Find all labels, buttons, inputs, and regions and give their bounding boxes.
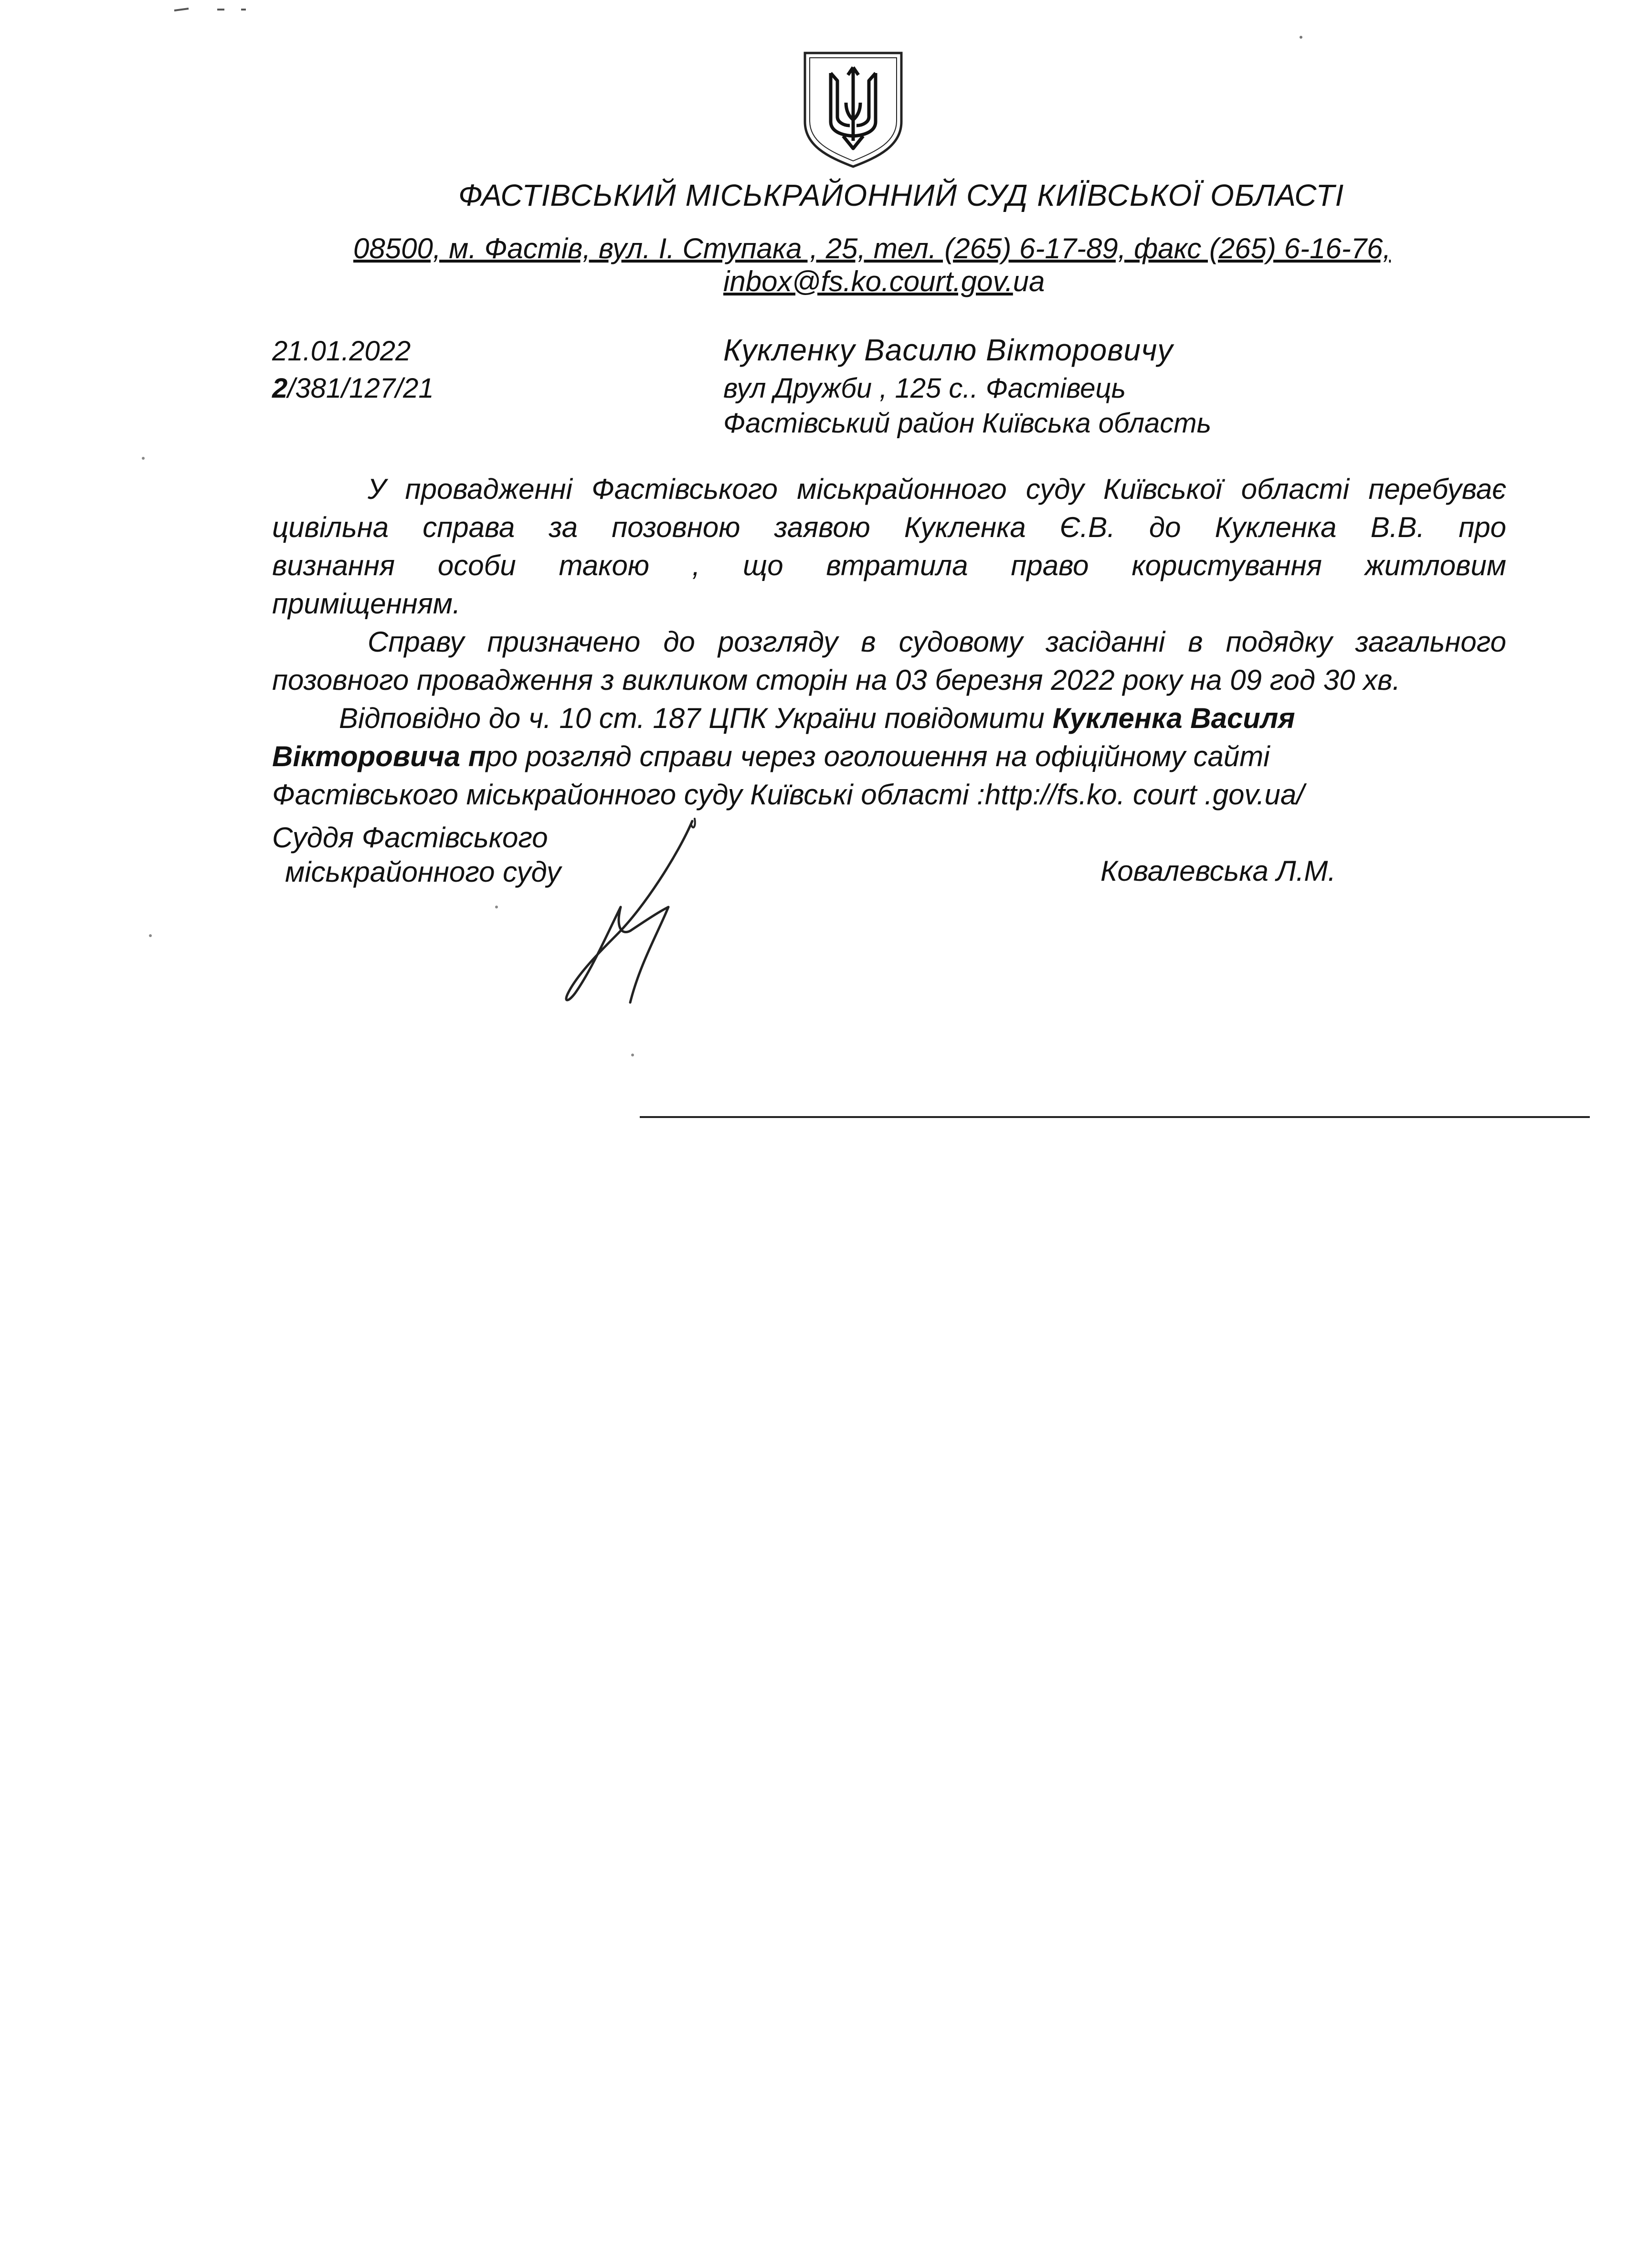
footer-divider bbox=[640, 1116, 1590, 1118]
signatory-title-line1: Суддя Фастівського bbox=[272, 822, 548, 854]
court-address: 08500, м. Фастів, вул. І. Ступака , 25, тел. (265) 6-17-89, факс (265) 6-16-76, bbox=[353, 232, 1391, 264]
body-bold-name: Вікторовича п bbox=[272, 740, 486, 772]
body-line: цивільна справа за позовною заявою Кукленка Є.В. до Кукленка В.В. про bbox=[272, 511, 1506, 543]
recipient-name: Кукленку Василю Вікторовичу bbox=[723, 333, 1173, 367]
body-line: приміщенням. bbox=[272, 588, 461, 620]
case-number-rest: /381/127/21 bbox=[287, 373, 434, 404]
recipient-address-line1: вул Дружби , 125 с.. Фастівець bbox=[723, 373, 1126, 404]
body-text: ро розгляд справи через оголошення на офіційному сайті bbox=[486, 740, 1270, 772]
body-line: Справу призначено до розгляду в судовому засіданні в подядку загального bbox=[368, 626, 1506, 658]
body-line: визнання особи такою , що втратила право користування житловим bbox=[272, 549, 1506, 581]
body-line bbox=[272, 699, 1506, 738]
body-bold-name: Кукленка Василя bbox=[1052, 702, 1295, 734]
court-name: ФАСТІВСЬКИЙ МІСЬКРАЙОННИЙ СУД КИЇВСЬКОЇ ОБЛАСТІ bbox=[458, 178, 1344, 212]
case-number bbox=[272, 372, 434, 404]
court-email-link[interactable]: inbox@fs.ko.court.gov. bbox=[723, 265, 1013, 297]
body-text: Відповідно до ч. 10 ст. 187 ЦПК України повідомити bbox=[339, 702, 1053, 734]
body-line: позовного провадження з викликом сторін на 03 березня 2022 року на 09 год 30 хв. bbox=[272, 664, 1401, 696]
recipient-address-line2: Фастівський район Київська область bbox=[723, 408, 1212, 439]
trident-emblem-icon bbox=[802, 50, 904, 169]
judge-name: Ковалевська Л.М. bbox=[1100, 855, 1336, 887]
signatory-title-line2: міськрайонного суду bbox=[285, 856, 561, 888]
body-line: У провадженні Фастівського міськрайонного суду Київської області перебуває bbox=[368, 473, 1506, 505]
court-email-suffix: ua bbox=[1013, 265, 1045, 297]
handwritten-signature bbox=[549, 812, 707, 1017]
body-line bbox=[272, 738, 1506, 776]
body-line: Фастівського міськрайонного суду Київські області :http://fs.ko. court .gov.ua/ bbox=[272, 779, 1305, 811]
court-email bbox=[723, 265, 1045, 298]
letter-date: 21.01.2022 bbox=[272, 336, 411, 367]
case-number-prefix: 2 bbox=[272, 373, 288, 404]
letter-body bbox=[272, 470, 1506, 814]
